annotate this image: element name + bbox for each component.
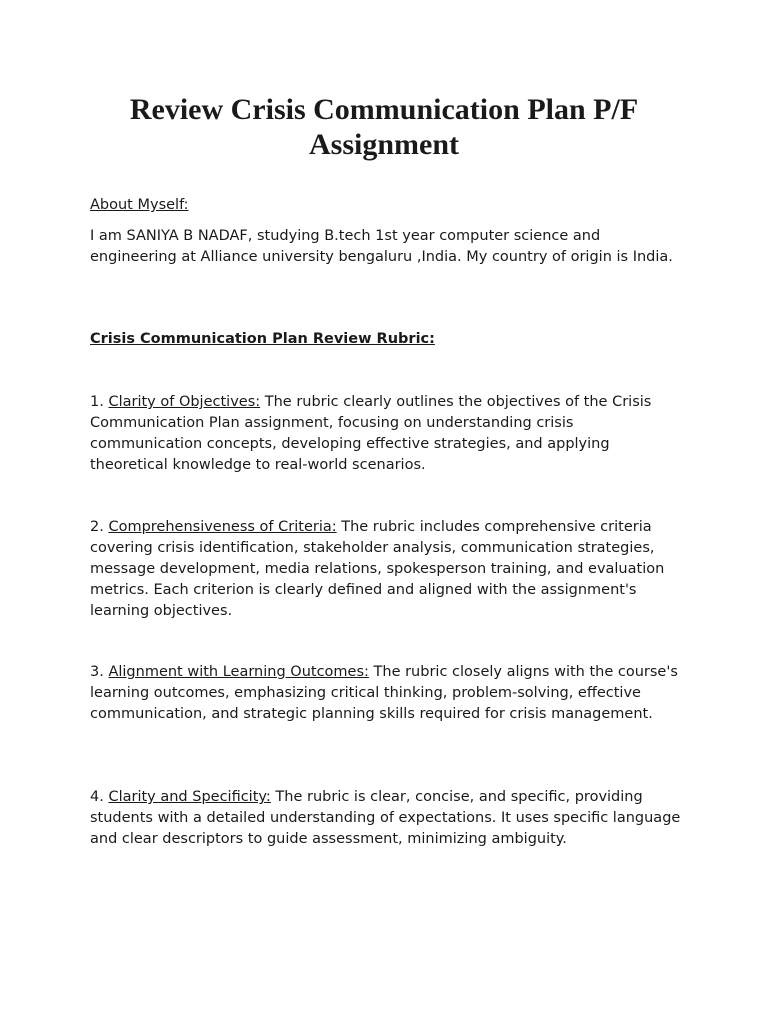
about-text: I am SANIYA B NADAF, studying B.tech 1st year computer science and engineering at Alliance university bengaluru ,India. My country of origin is India. xyxy=(90,228,673,265)
rubric-item-1 xyxy=(90,392,690,476)
rubric-heading: Crisis Communication Plan Review Rubric: xyxy=(90,331,435,347)
item-label: Alignment with Learning Outcomes: xyxy=(108,664,369,680)
item-label: Clarity and Specificity: xyxy=(108,789,271,805)
item-number: 1. xyxy=(90,394,104,410)
about-heading-paragraph xyxy=(90,195,690,216)
title-line-1: Review Crisis Communication Plan P/F xyxy=(129,93,639,126)
item-text: The rubric clearly outlines the objectives of the Crisis Communication Plan assignment, focusing on understanding crisis communication concepts, developing effective strategies, and applying theoretical knowledge to real-world scenarios. xyxy=(90,394,652,473)
about-heading: About Myself: xyxy=(90,197,189,213)
item-number: 2. xyxy=(90,519,104,535)
item-text: The rubric includes comprehensive criteria covering crisis identification, stakeholder analysis, communication strategies, message development, media relations, spokesperson training, and evaluation metrics. Each criterion is clearly defined and aligned with the assignment's learning objectives. xyxy=(90,519,665,619)
title-line-2: Assignment xyxy=(308,128,459,161)
item-text: The rubric closely aligns with the course's learning outcomes, emphasizing critical thinking, problem-solving, effective communication, and strategic planning skills required for crisis management. xyxy=(90,664,678,722)
rubric-item-2 xyxy=(90,517,690,622)
rubric-heading-paragraph xyxy=(90,329,690,350)
item-label: Clarity of Objectives: xyxy=(108,394,261,410)
item-label: Comprehensiveness of Criteria: xyxy=(108,519,337,535)
rubric-item-3 xyxy=(90,662,690,725)
item-number: 3. xyxy=(90,664,104,680)
document-title xyxy=(90,92,678,162)
rubric-item-4 xyxy=(90,787,690,850)
item-number: 4. xyxy=(90,789,104,805)
item-text: The rubric is clear, concise, and specific, providing students with a detailed understanding of expectations. It uses specific language and clear descriptors to guide assessment, minimizing ambiguity. xyxy=(90,789,681,847)
